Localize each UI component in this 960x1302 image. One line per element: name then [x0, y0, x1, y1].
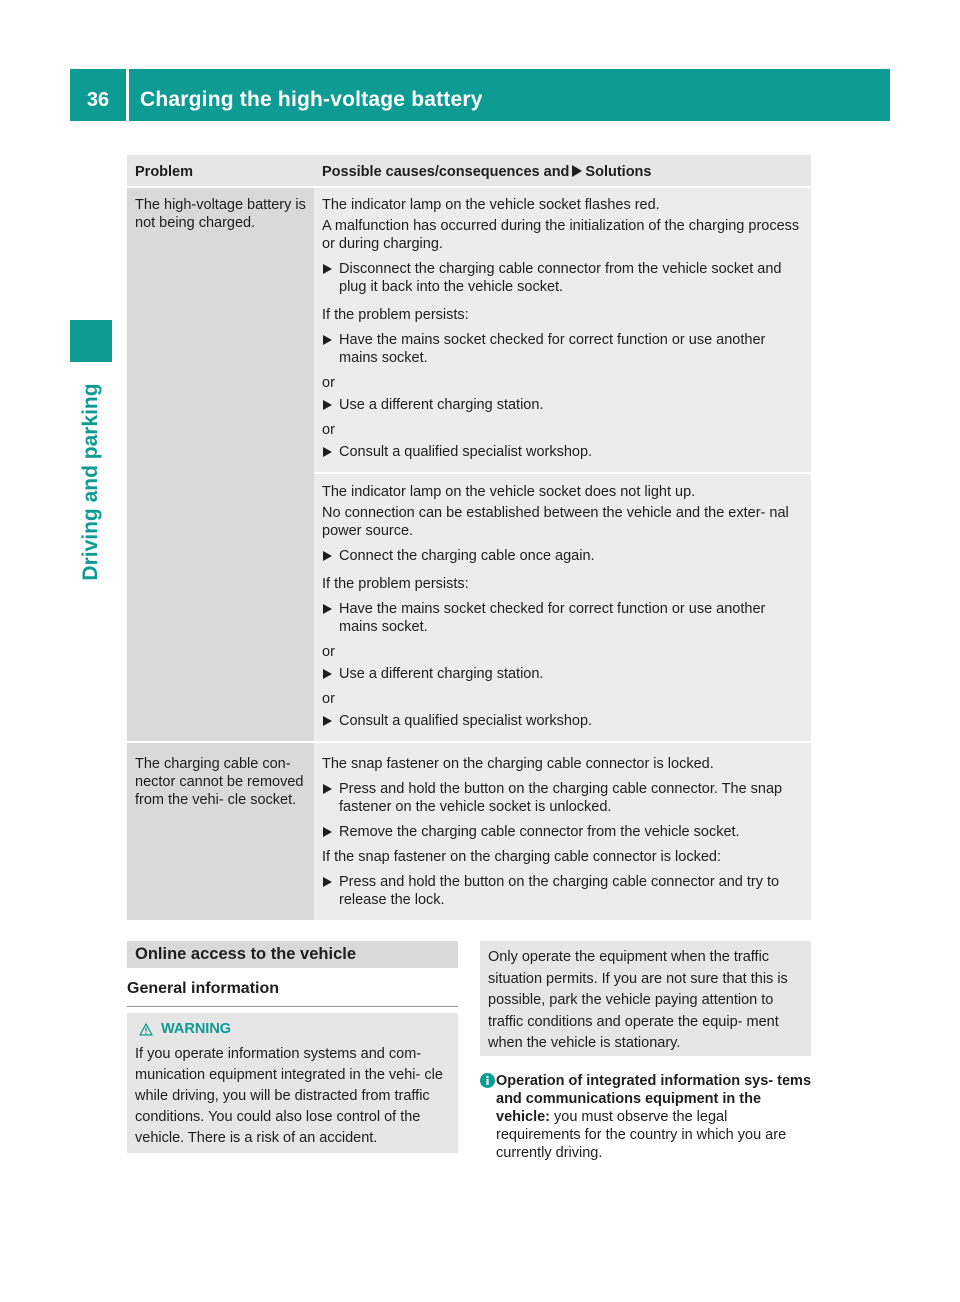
- step-text: Use a different charging station.: [339, 397, 544, 413]
- step-text: Have the mains socket checked for correct function or use another mains socket.: [339, 601, 766, 635]
- step-text: Consult a qualified specialist workshop.: [339, 713, 593, 729]
- step-arrow-icon: [323, 400, 332, 410]
- cause-text: The indicator lamp on the vehicle socket flashes red.: [322, 197, 660, 213]
- warning-triangle-icon: [139, 1023, 153, 1036]
- step-arrow-icon: [323, 827, 332, 837]
- step-arrow-icon: [323, 447, 332, 457]
- note-box: Only operate the equipment when the traffic situation permits. If you are not sure that this is possible, park the vehicle paying attention to traffic conditions and operate the equip- ment when the vehicle is stationary.: [480, 941, 811, 1056]
- page-number: 36: [86, 89, 110, 111]
- step-arrow-icon: [323, 604, 332, 614]
- consequence-text: A malfunction has occurred during the initialization of the charging process or during charging.: [322, 218, 800, 252]
- step-arrow-icon: [323, 877, 332, 887]
- section-tab: [70, 362, 112, 602]
- section-heading: Online access to the vehicle: [127, 941, 458, 968]
- step-arrow-icon: [323, 551, 332, 561]
- subsection-heading: General information: [127, 978, 458, 1007]
- problem-cell: The high-voltage battery is not being charged.: [127, 187, 314, 742]
- problem-solutions-table: [127, 155, 811, 922]
- step-text: Consult a qualified specialist workshop.: [339, 444, 593, 460]
- page-header: [70, 69, 890, 121]
- column-header-solutions: [314, 155, 811, 187]
- problem-cell: The charging cable con- nector cannot be removed from the vehi- cle socket.: [127, 742, 314, 921]
- step-text: Use a different charging station.: [339, 666, 544, 682]
- or-text: or: [322, 691, 335, 707]
- or-text: or: [322, 422, 335, 438]
- step-item: [322, 331, 803, 367]
- step-text: Have the mains socket checked for correct function or use another mains socket.: [339, 332, 766, 366]
- step-arrow-icon: [323, 784, 332, 794]
- info-note: [480, 1072, 815, 1162]
- table-header-row: [127, 155, 811, 187]
- step-item: [322, 712, 803, 730]
- cause-text: The indicator lamp on the vehicle socket does not light up.: [322, 484, 696, 500]
- condition-text: If the snap fastener on the charging cable connector is locked:: [322, 849, 721, 865]
- table-row: [127, 742, 811, 921]
- solution-cell: [314, 473, 811, 742]
- step-text: Remove the charging cable connector from the vehicle socket.: [339, 824, 740, 840]
- section-tab-label: Driving and parking: [79, 383, 102, 581]
- page-title: Charging the high-voltage battery: [140, 88, 483, 111]
- step-item: [322, 823, 803, 841]
- warning-box: [127, 1013, 458, 1153]
- section-tab-marker: [70, 320, 112, 362]
- solution-cell: [314, 742, 811, 921]
- solution-cell: [314, 187, 811, 473]
- step-arrow-icon: [323, 335, 332, 345]
- step-item: [322, 665, 803, 683]
- step-item: [322, 443, 803, 461]
- cause-text: The snap fastener on the charging cable connector is locked.: [322, 756, 714, 772]
- header-divider: [126, 69, 129, 121]
- step-arrow-icon: [323, 669, 332, 679]
- table-row: [127, 187, 811, 473]
- step-text: Press and hold the button on the charging cable connector and try to release the lock.: [339, 874, 780, 908]
- step-text: Disconnect the charging cable connector from the vehicle socket and plug it back into the vehicle socket.: [339, 261, 782, 295]
- column-header-solutions-text: Possible causes/consequences and: [322, 164, 570, 180]
- condition-text: If the problem persists:: [322, 307, 469, 323]
- step-item: [322, 780, 803, 816]
- warning-text: If you operate information systems and com- munication equipment integrated in the vehi- cle while driving, you will be distracted from traffic conditions. You could also lose control of the vehicle. There is a risk of an accident.: [135, 1046, 443, 1146]
- condition-text: If the problem persists:: [322, 576, 469, 592]
- consequence-text: No connection can be established between the vehicle and the exter- nal power source.: [322, 505, 789, 539]
- step-arrow-icon: [572, 165, 582, 177]
- info-text: you must observe the legal requirements for the country in which you are currently driving.: [496, 1109, 787, 1161]
- step-item: [322, 547, 803, 565]
- step-text: Press and hold the button on the charging cable connector. The snap fastener on the vehicle socket is unlocked.: [339, 781, 783, 815]
- step-arrow-icon: [323, 716, 332, 726]
- column-header-problem: Problem: [127, 155, 314, 187]
- warning-title: [139, 1019, 450, 1040]
- step-text: Connect the charging cable once again.: [339, 548, 595, 564]
- step-item: [322, 600, 803, 636]
- step-item: [322, 260, 803, 296]
- step-item: [322, 873, 803, 909]
- step-item: [322, 396, 803, 414]
- or-text: or: [322, 375, 335, 391]
- or-text: or: [322, 644, 335, 660]
- info-icon: [480, 1073, 495, 1088]
- step-arrow-icon: [323, 264, 332, 274]
- info-bold-text: Operation of integrated information sys- tems and communications equipment in the vehicle:: [496, 1073, 812, 1125]
- column-header-solutions-label: Solutions: [585, 164, 652, 180]
- warning-title-text: WARNING: [161, 1021, 232, 1037]
